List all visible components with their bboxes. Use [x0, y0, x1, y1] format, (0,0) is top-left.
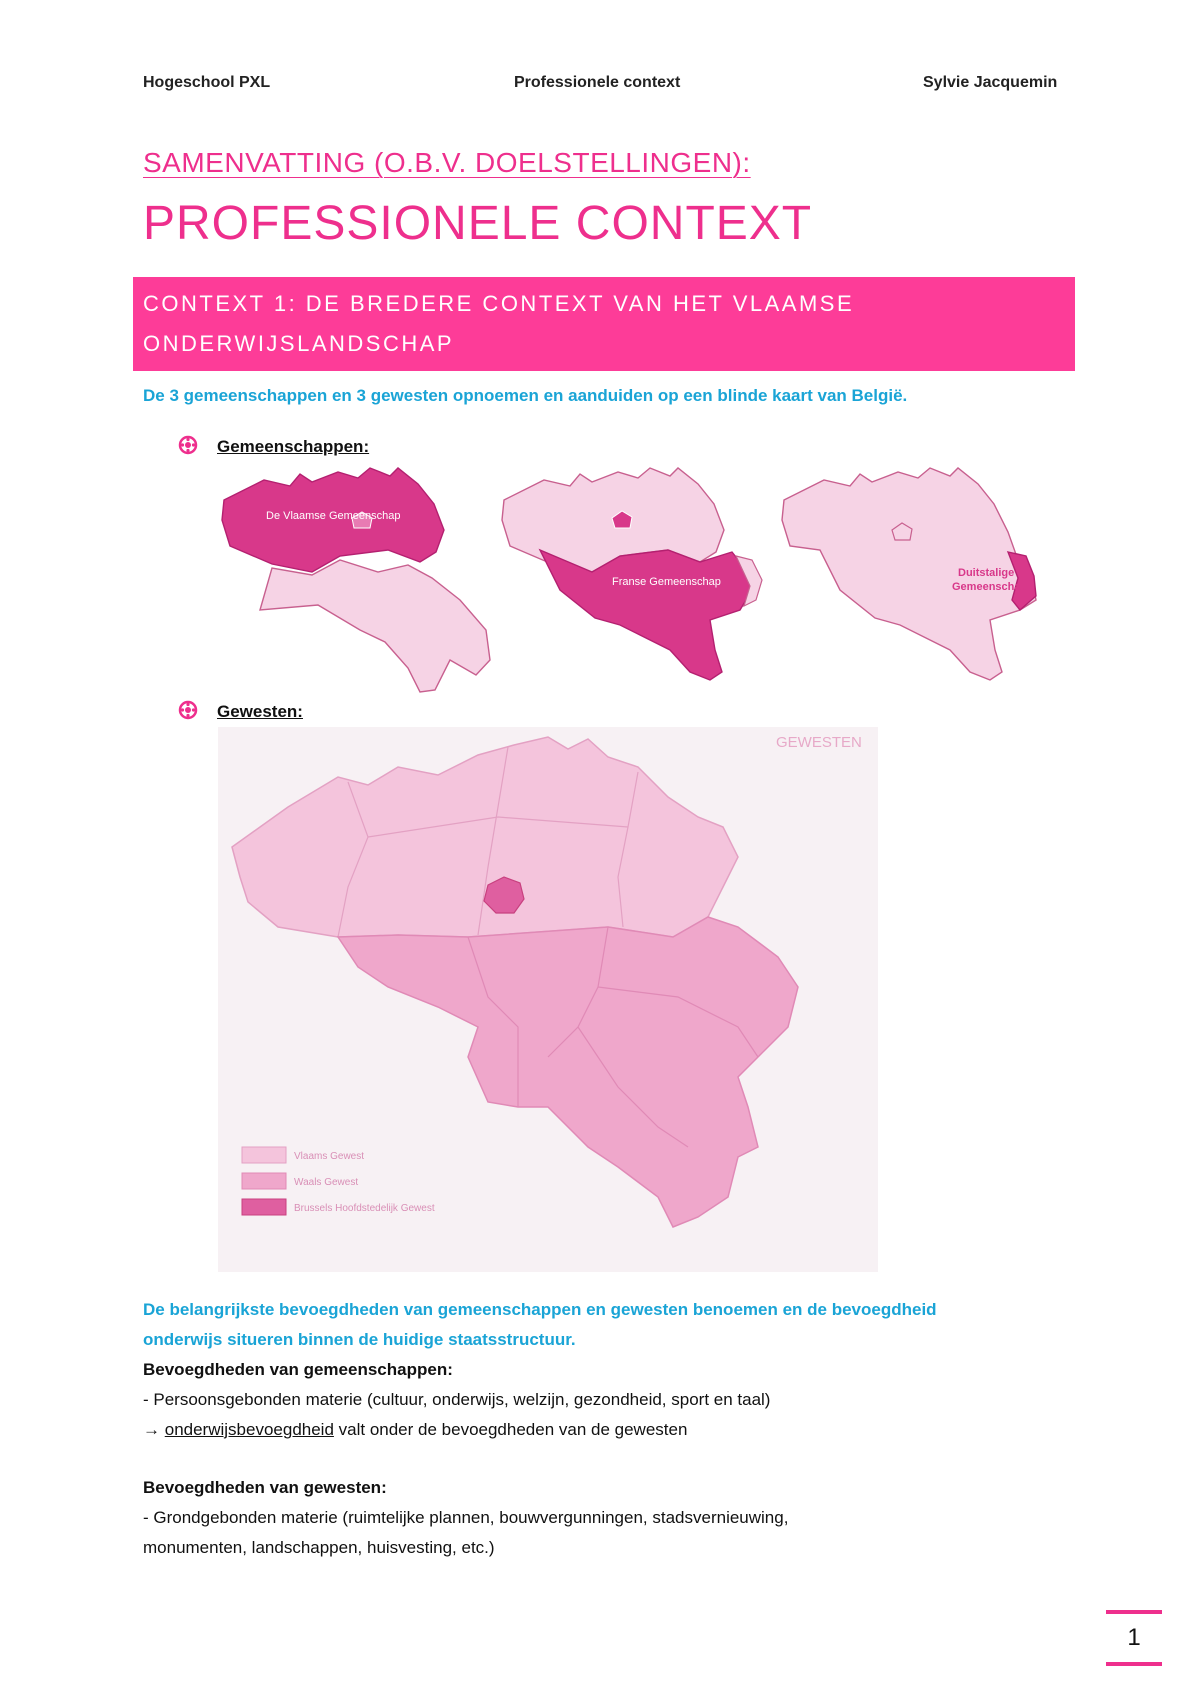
legend-label-vlaams: Vlaams Gewest — [294, 1151, 365, 1162]
section-banner-line1: CONTEXT 1: DE BREDERE CONTEXT VAN HET VLAAMSE — [143, 291, 855, 316]
header-author: Sylvie Jacquemin — [923, 74, 1058, 91]
legend-swatch-waals — [242, 1173, 286, 1189]
map-franse-gemeenschap — [502, 468, 762, 680]
onderwijsbevoegdheid-term: onderwijsbevoegdheid — [164, 1420, 334, 1439]
gewesten-label: Gewesten: — [217, 702, 303, 721]
bevoegdheden-gewesten-heading: Bevoegdheden van gewesten: — [143, 1478, 387, 1497]
page-number-box — [1106, 1610, 1162, 1666]
objective-heading-2-line2: onderwijs situeren binnen de huidige staatsstructuur. — [143, 1330, 576, 1349]
map-label-duits-line1: Duitstalige — [958, 567, 1015, 579]
flower-bullet-icon — [178, 435, 198, 455]
gemeenschappen-maps — [220, 460, 1060, 695]
header-course: Professionele context — [514, 74, 681, 91]
bevoegdheden-gemeenschappen-item: - Persoonsgebonden materie (cultuur, onderwijs, welzijn, gezondheid, sport en taal) — [143, 1390, 771, 1409]
header-school: Hogeschool PXL — [143, 74, 271, 91]
legend-label-brussel: Brussels Hoofdstedelijk Gewest — [294, 1203, 435, 1214]
bevoegdheden-gemeenschappen-heading: Bevoegdheden van gemeenschappen: — [143, 1360, 453, 1379]
map-duitstalige-gemeenschap — [782, 468, 1036, 680]
note-rest: valt onder de bevoegdheden van de gewesten — [333, 1420, 688, 1439]
gewesten-map — [218, 727, 878, 1272]
legend-swatch-vlaams — [242, 1147, 286, 1163]
section-banner-line2: ONDERWIJSLANDSCHAP — [143, 331, 455, 356]
objective-heading-1: De 3 gemeenschappen en 3 gewesten opnoemen en aanduiden op een blinde kaart van België. — [143, 386, 908, 405]
bevoegdheden-gemeenschappen-note — [143, 1420, 687, 1440]
map-label-frans: Franse Gemeenschap — [612, 576, 721, 588]
map-label-vlaams: De Vlaamse Gemeenschap — [266, 510, 401, 522]
map-label-duits-line2: Gemeenschap — [952, 581, 1028, 593]
document-title: PROFESSIONELE CONTEXT — [143, 197, 813, 250]
page-number: 1 — [1127, 1624, 1141, 1651]
objective-heading-2-line1: De belangrijkste bevoegdheden van gemeenschappen en gewesten benoemen en de bevoegdheid — [143, 1300, 937, 1319]
legend-label-waals: Waals Gewest — [294, 1177, 359, 1188]
flower-bullet-icon — [178, 700, 198, 720]
bevoegdheden-gewesten-line2: monumenten, landschappen, huisvesting, etc.) — [143, 1538, 495, 1557]
arrow-right-icon: → — [143, 1420, 160, 1439]
map-vlaamse-gemeenschap — [222, 468, 490, 692]
gemeenschappen-label: Gemeenschappen: — [217, 437, 370, 456]
document-subtitle: SAMENVATTING (O.B.V. DOELSTELLINGEN): — [143, 147, 751, 178]
bevoegdheden-gewesten-line1: - Grondgebonden materie (ruimtelijke plannen, bouwvergunningen, stadsvernieuwing, — [143, 1508, 789, 1527]
section-banner — [133, 277, 1075, 371]
gewesten-map-title: GEWESTEN — [776, 734, 862, 751]
legend-swatch-brussel — [242, 1199, 286, 1215]
gewesten-map-panel — [218, 727, 878, 1272]
